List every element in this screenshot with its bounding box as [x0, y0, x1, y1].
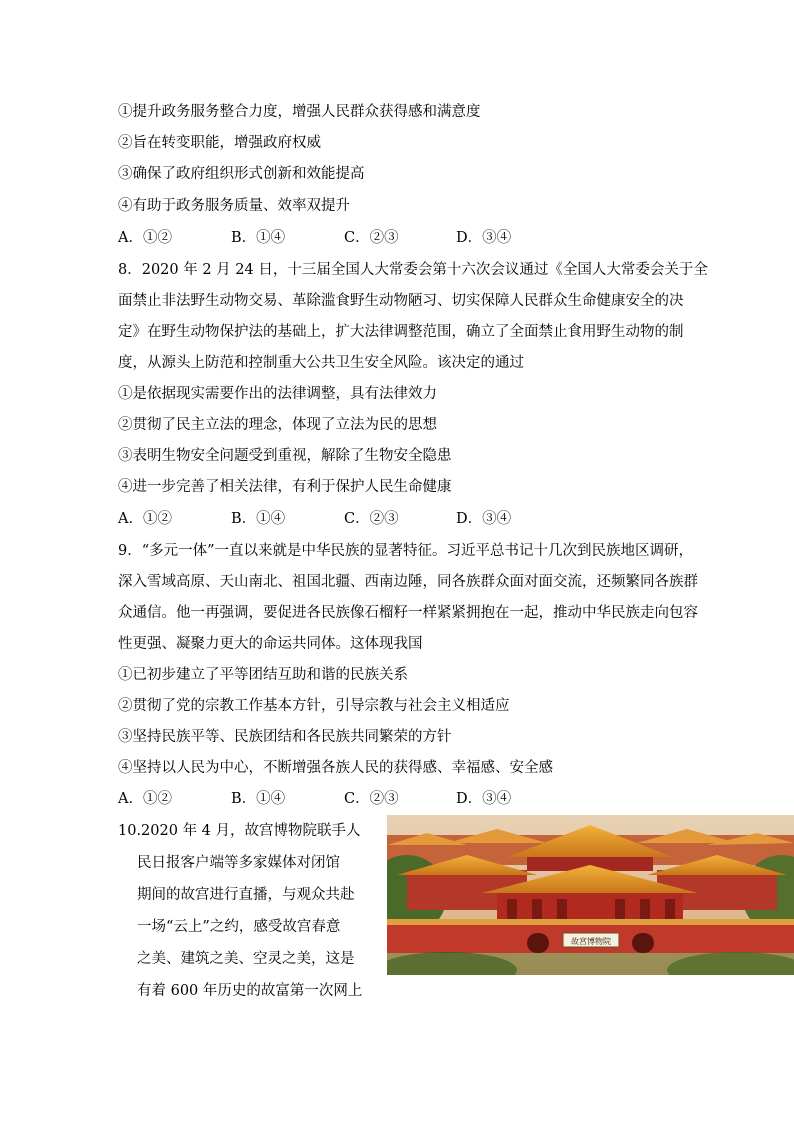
q8-statement-1: ①是依据现实需要作出的法律调整，具有法律效力 [118, 386, 437, 402]
q9-option-a: A．①② [118, 791, 172, 807]
q9-statement-3: ③坚持民族平等、民族团结和各民族共同繁荣的方针 [118, 729, 452, 745]
q9-statement-2: ②贯彻了党的宗教工作基本方针，引导宗教与社会主义相适应 [118, 698, 510, 714]
q9-option-b: B．①④ [231, 791, 286, 807]
q7-option-a: A．①② [118, 230, 172, 246]
q8-statement-2: ②贯彻了民主立法的理念，体现了立法为民的思想 [118, 417, 437, 433]
q8-statement-4: ④进一步完善了相关法律，有利于保护人民生命健康 [118, 479, 452, 495]
q9-option-d: D．③④ [456, 791, 512, 807]
q7-statement-3: ③确保了政府组织形式创新和效能提高 [118, 166, 365, 182]
gate-plaque-text: 故宮博物院 [571, 937, 611, 946]
q10-stem-line-1: 10.2020 年 4 月，故宫博物院联手人 [118, 823, 361, 839]
q10-stem-line-4: 一场“云上”之约，感受故宫春意 [137, 919, 341, 935]
q7-option-b: B．①④ [231, 230, 286, 246]
q9-statement-1: ①已初步建立了平等团结互助和谐的民族关系 [118, 667, 408, 683]
q9-option-c: C．②③ [344, 791, 399, 807]
q7-statement-1: ①提升政务服务整合力度，增强人民群众获得感和满意度 [118, 104, 481, 120]
q10-stem-line-5: 之美、建筑之美、空灵之美，这是 [137, 951, 355, 967]
q8-option-d: D．③④ [456, 511, 512, 527]
q8-option-c: C．②③ [344, 511, 399, 527]
q8-stem-line-2: 面禁止非法野生动物交易、革除滥食野生动物陋习、切实保障人民群众生命健康安全的决 [118, 293, 684, 309]
forbidden-city-photo [387, 815, 794, 975]
q9-stem-line-4: 性更强、凝聚力更大的命运共同体。这体现我国 [118, 636, 423, 652]
q7-statement-2: ②旨在转变职能，增强政府权威 [118, 135, 321, 151]
q9-stem-line-1: 9．“多元一体”一直以来就是中华民族的显著特征。习近平总书记十几次到民族地区调研， [118, 543, 694, 559]
q10-stem-line-6: 有着 600 年历史的故富第一次网上 [137, 983, 363, 999]
q10-stem-line-2: 民日报客户端等多家媒体对闭馆 [137, 855, 340, 871]
q7-option-d: D．③④ [456, 230, 512, 246]
q9-stem-line-3: 众通信。他一再强调，要促进各民族像石榴籽一样紧紧拥抱在一起，推动中华民族走向包容 [118, 605, 698, 621]
q8-option-b: B．①④ [231, 511, 286, 527]
q7-statement-4: ④有助于政务服务质量、效率双提升 [118, 198, 350, 214]
q9-statement-4: ④坚持以人民为中心，不断增强各族人民的获得感、幸福感、安全感 [118, 760, 553, 776]
q8-stem-line-3: 定》在野生动物保护法的基础上，扩大法律调整范围，确立了全面禁止食用野生动物的制 [118, 324, 684, 340]
q7-option-c: C．②③ [344, 230, 399, 246]
q9-stem-line-2: 深入雪域高原、天山南北、祖国北疆、西南边陲，同各族群众面对面交流，还频繁同各族群 [118, 574, 698, 590]
q8-stem-line-4: 度，从源头上防范和控制重大公共卫生安全风险。该决定的通过 [118, 355, 524, 371]
q10-stem-line-3: 期间的故宫进行直播，与观众共赴 [137, 887, 355, 903]
q8-statement-3: ③表明生物安全问题受到重视，解除了生物安全隐患 [118, 448, 452, 464]
q8-stem-line-1: 8．2020 年 2 月 24 日，十三届全国人大常委会第十六次会议通过《全国人大常委会关于全 [118, 262, 708, 278]
q8-option-a: A．①② [118, 511, 172, 527]
forbidden-city-illustration [387, 815, 794, 975]
